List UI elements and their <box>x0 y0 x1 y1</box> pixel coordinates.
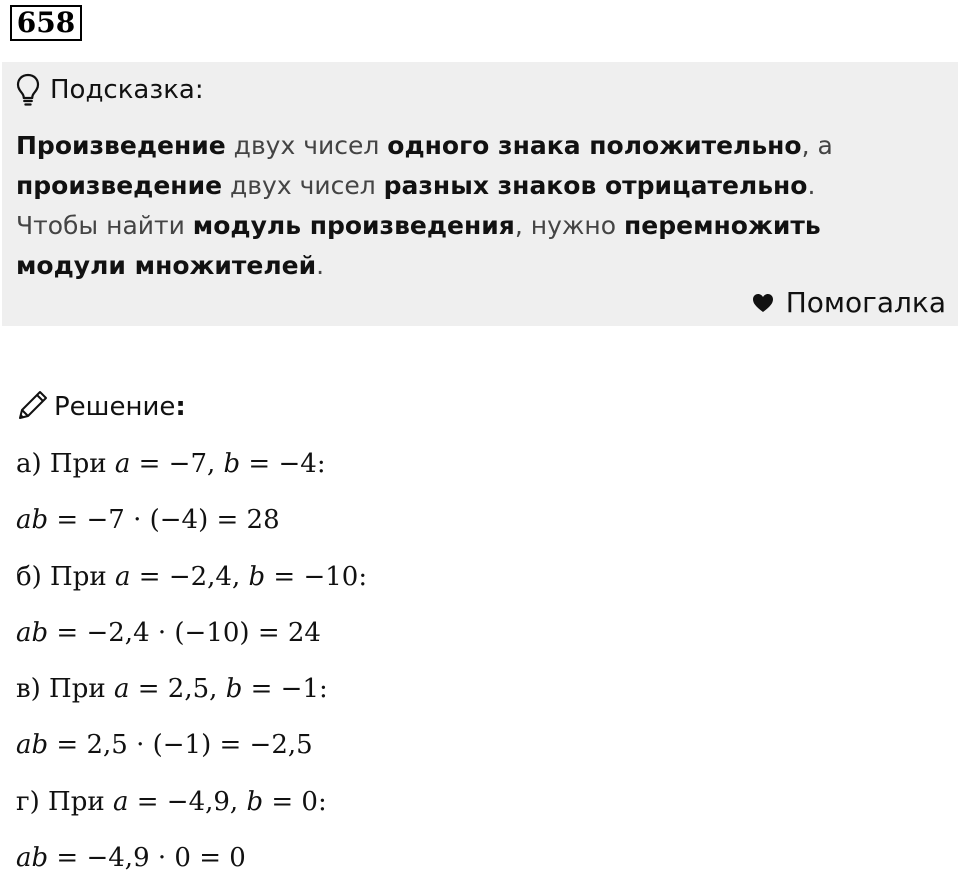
hint-bold-text: разных знаков отрицательно <box>383 171 808 200</box>
variable: b <box>225 674 243 705</box>
variable: b <box>223 449 241 479</box>
solution-line <box>16 502 367 558</box>
math-text: = −7, <box>130 449 224 479</box>
solution-header <box>16 388 186 426</box>
hint-header <box>16 72 204 108</box>
math-text: = 2,5 · (−1) = −2,5 <box>48 730 313 761</box>
hint-text: . <box>807 171 816 200</box>
hint-paragraph <box>16 206 936 286</box>
math-text: = −2,4, <box>130 561 249 592</box>
math-text: = −2,4 · (−10) = 24 <box>48 617 321 648</box>
hint-text: , а <box>801 131 833 160</box>
math-text: а) При <box>16 449 115 479</box>
variable: ab <box>16 843 49 874</box>
math-text: б) При <box>16 561 115 592</box>
variable: ab <box>16 617 49 648</box>
hint-paragraph <box>16 126 936 166</box>
math-text: = −1: <box>242 674 328 705</box>
solution-line <box>16 840 367 896</box>
hint-text: , нужно <box>514 211 625 240</box>
hint-text: двух чисел <box>225 131 388 160</box>
hint-text: . <box>316 251 325 280</box>
solution-line <box>16 559 367 615</box>
math-text: = 0: <box>263 786 327 817</box>
hint-box <box>2 62 958 326</box>
variable: a <box>113 674 130 705</box>
variable: a <box>114 449 131 479</box>
hint-bold-text: модуль произведения <box>192 211 515 240</box>
hint-body <box>16 126 936 286</box>
pencil-icon <box>16 388 50 426</box>
math-text: = −10: <box>265 561 368 592</box>
math-text: = −4: <box>240 449 326 479</box>
variable: b <box>248 561 266 592</box>
hint-text: двух чисел <box>222 171 384 200</box>
variable: a <box>114 561 131 592</box>
hint-paragraph <box>16 166 936 206</box>
hint-bold-text: Произведение <box>16 131 226 160</box>
lightbulb-icon <box>16 73 40 107</box>
hint-title: Подсказка: <box>50 75 204 105</box>
hint-bold-text: перемножить модули множителей <box>16 211 821 280</box>
solution-title-colon: : <box>175 392 186 422</box>
solution-line <box>16 615 367 671</box>
hint-text: Чтобы найти <box>16 211 193 240</box>
solution-line <box>16 784 367 840</box>
math-text: = −7 · (−4) = 28 <box>48 505 280 536</box>
variable: ab <box>16 730 49 761</box>
math-text: = −4,9 · 0 = 0 <box>48 843 246 874</box>
credit <box>752 286 946 319</box>
math-text: г) При <box>16 786 113 817</box>
solution-title <box>54 392 186 422</box>
math-text: = −4,9, <box>128 786 247 817</box>
solution-line <box>16 727 367 783</box>
solution-line <box>16 446 367 502</box>
variable: b <box>246 786 264 817</box>
variable: ab <box>16 505 49 536</box>
solution-title-text: Решение <box>54 392 176 422</box>
solution-line <box>16 671 367 727</box>
heart-icon <box>752 293 786 313</box>
math-text: в) При <box>16 674 114 705</box>
hint-bold-text: одного знака положительно <box>387 131 802 160</box>
hint-bold-text: произведение <box>16 171 223 200</box>
solution-lines <box>16 446 367 896</box>
math-text: = 2,5, <box>129 674 226 705</box>
credit-label: Помогалка <box>785 286 946 319</box>
task-number: 658 <box>10 5 82 41</box>
variable: a <box>112 786 129 817</box>
